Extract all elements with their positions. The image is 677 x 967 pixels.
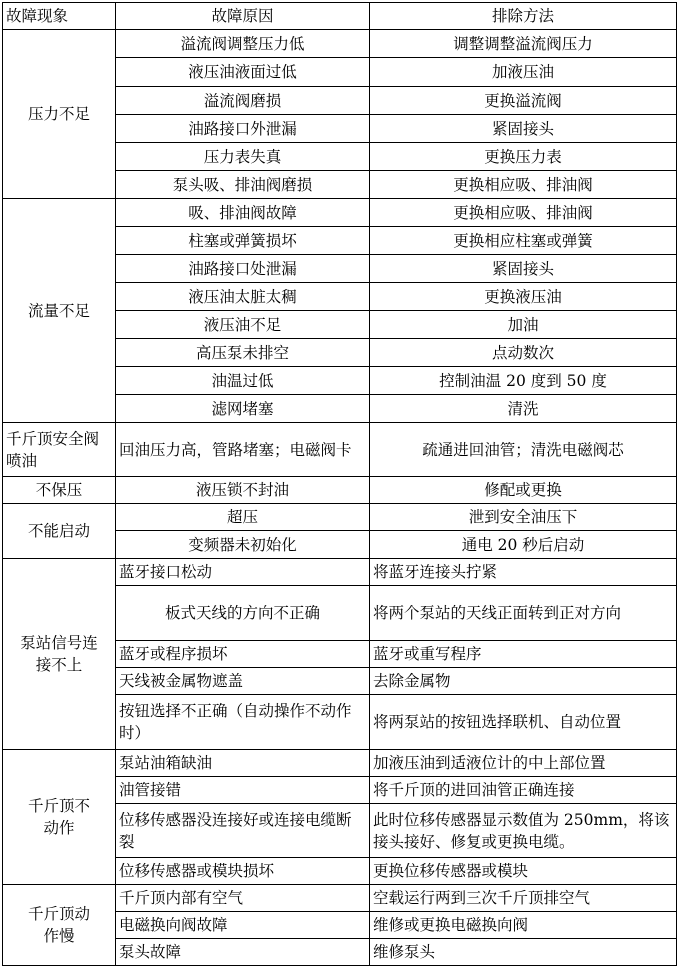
cause-cell: 液压油太脏太稠 xyxy=(116,283,370,311)
cause-cell: 液压油液面过低 xyxy=(116,58,370,87)
fix-cell: 更换液压油 xyxy=(370,283,677,311)
fix-cell: 维修或更换电磁换向阀 xyxy=(370,912,677,939)
table-row xyxy=(3,504,677,531)
fix-cell: 泄到安全油压下 xyxy=(370,504,677,531)
cause-cell: 蓝牙接口松动 xyxy=(116,559,370,586)
fix-cell: 更换压力表 xyxy=(370,143,677,171)
symptom-cell: 流量不足 xyxy=(3,199,116,423)
fix-cell: 此时位移传感器显示数值为 250mm，将该接头接好、修复或更换电缆。 xyxy=(370,804,677,858)
cause-cell: 柱塞或弹簧损坏 xyxy=(116,227,370,255)
table-row xyxy=(3,423,677,477)
fix-cell: 控制油温 20 度到 50 度 xyxy=(370,367,677,395)
symptom-cell: 压力不足 xyxy=(3,30,116,199)
table-row xyxy=(3,559,677,586)
fault-table-body xyxy=(3,3,677,966)
cause-cell: 天线被金属物遮盖 xyxy=(116,668,370,695)
fix-cell: 将两个泵站的天线正面转到正对方向 xyxy=(370,586,677,641)
cause-cell: 油路接口外泄漏 xyxy=(116,115,370,143)
symptom-cell: 不能启动 xyxy=(3,504,116,559)
fix-cell: 维修泵头 xyxy=(370,939,677,966)
cause-cell: 泵头故障 xyxy=(116,939,370,966)
cause-cell: 滤网堵塞 xyxy=(116,395,370,423)
cause-cell: 泵头吸、排油阀磨损 xyxy=(116,171,370,199)
header-cause: 故障原因 xyxy=(116,3,370,30)
fix-cell: 通电 20 秒后启动 xyxy=(370,531,677,559)
cause-cell: 回油压力高，管路堵塞；电磁阀卡 xyxy=(116,423,370,477)
symptom-cell: 不保压 xyxy=(3,477,116,504)
fix-cell: 更换位移传感器或模块 xyxy=(370,858,677,885)
cause-cell: 千斤顶内部有空气 xyxy=(116,885,370,912)
cause-cell: 溢流阀调整压力低 xyxy=(116,30,370,58)
symptom-cell: 千斤顶动作慢 xyxy=(3,885,116,966)
fix-cell: 清洗 xyxy=(370,395,677,423)
fix-cell: 将两泵站的按钮选择联机、自动位置 xyxy=(370,695,677,750)
table-row xyxy=(3,885,677,912)
fix-cell: 更换相应吸、排油阀 xyxy=(370,199,677,227)
cause-cell: 按钮选择不正确（自动操作不动作时） xyxy=(116,695,370,750)
table-row xyxy=(3,199,677,227)
header-fix: 排除方法 xyxy=(370,3,677,30)
cause-cell: 高压泵未排空 xyxy=(116,339,370,367)
cause-cell: 变频器未初始化 xyxy=(116,531,370,559)
cause-cell: 油路接口处泄漏 xyxy=(116,255,370,283)
cause-cell: 压力表失真 xyxy=(116,143,370,171)
cause-cell: 油温过低 xyxy=(116,367,370,395)
cause-cell: 液压油不足 xyxy=(116,311,370,339)
table-row xyxy=(3,30,677,58)
fix-cell: 去除金属物 xyxy=(370,668,677,695)
cause-cell: 蓝牙或程序损坏 xyxy=(116,641,370,668)
header-symptom: 故障现象 xyxy=(3,3,116,30)
cause-cell: 位移传感器没连接好或连接电缆断裂 xyxy=(116,804,370,858)
cause-cell: 油管接错 xyxy=(116,777,370,804)
fix-cell: 加液压油到适液位计的中上部位置 xyxy=(370,750,677,777)
fix-cell: 空载运行两到三次千斤顶排空气 xyxy=(370,885,677,912)
cause-cell: 液压锁不封油 xyxy=(116,477,370,504)
fix-cell: 将蓝牙连接头拧紧 xyxy=(370,559,677,586)
cause-cell: 溢流阀磨损 xyxy=(116,87,370,115)
table-row xyxy=(3,477,677,504)
cause-cell: 电磁换向阀故障 xyxy=(116,912,370,939)
symptom-cell: 泵站信号连接不上 xyxy=(3,559,116,750)
cause-cell: 吸、排油阀故障 xyxy=(116,199,370,227)
cause-cell: 板式天线的方向不正确 xyxy=(116,586,370,641)
cause-cell: 超压 xyxy=(116,504,370,531)
fix-cell: 加油 xyxy=(370,311,677,339)
fault-table xyxy=(2,2,677,966)
fix-cell: 点动数次 xyxy=(370,339,677,367)
header-row xyxy=(3,3,677,30)
cause-cell: 位移传感器或模块损坏 xyxy=(116,858,370,885)
fix-cell: 更换溢流阀 xyxy=(370,87,677,115)
symptom-cell: 千斤顶不动作 xyxy=(3,750,116,885)
fix-cell: 紧固接头 xyxy=(370,255,677,283)
fix-cell: 将千斤顶的进回油管正确连接 xyxy=(370,777,677,804)
fix-cell: 加液压油 xyxy=(370,58,677,87)
fix-cell: 更换相应吸、排油阀 xyxy=(370,171,677,199)
table-row xyxy=(3,750,677,777)
fix-cell: 调整调整溢流阀压力 xyxy=(370,30,677,58)
fix-cell: 蓝牙或重写程序 xyxy=(370,641,677,668)
fix-cell: 疏通进回油管；清洗电磁阀芯 xyxy=(370,423,677,477)
fix-cell: 修配或更换 xyxy=(370,477,677,504)
cause-cell: 泵站油箱缺油 xyxy=(116,750,370,777)
fix-cell: 更换相应柱塞或弹簧 xyxy=(370,227,677,255)
symptom-cell: 千斤顶安全阀喷油 xyxy=(3,423,116,477)
fix-cell: 紧固接头 xyxy=(370,115,677,143)
